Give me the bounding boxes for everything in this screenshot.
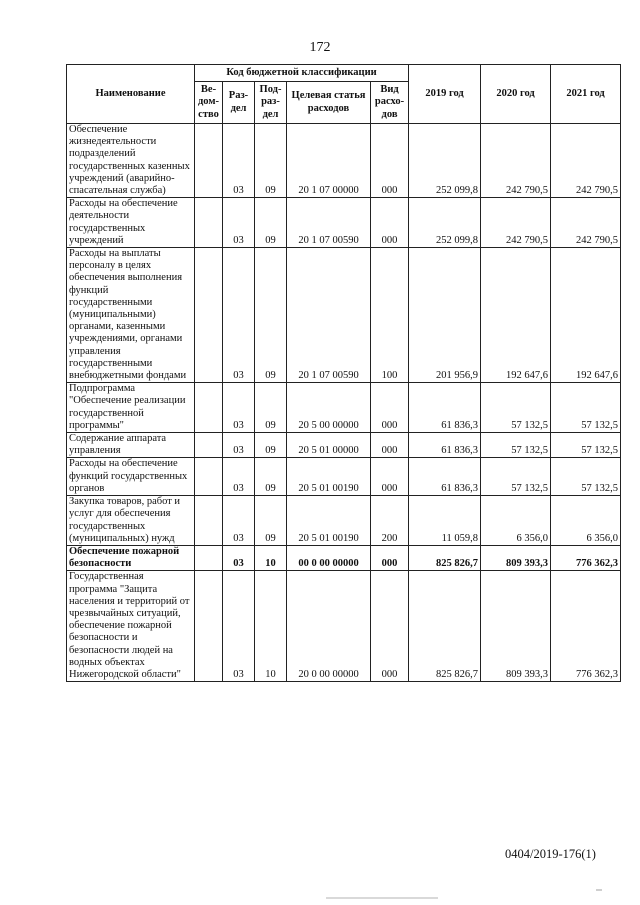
row-razdel: 03 [223, 248, 255, 383]
header-code-group: Код бюджетной классификации [195, 65, 409, 82]
row-target: 20 5 01 00190 [287, 458, 371, 496]
row-name: Расходы на обеспечение функций государственных органов [67, 458, 195, 496]
row-2019: 252 099,8 [409, 198, 481, 248]
header-2020: 2020 год [481, 65, 551, 124]
header-vid: Вид расхо-дов [371, 82, 409, 124]
row-vid: 000 [371, 198, 409, 248]
row-vid: 100 [371, 248, 409, 383]
header-razdel: Раз-дел [223, 82, 255, 124]
row-2020: 6 356,0 [481, 496, 551, 546]
row-vid: 000 [371, 433, 409, 458]
row-name: Содержание аппарата управления [67, 433, 195, 458]
row-ved [195, 571, 223, 682]
header-target: Целевая статья расходов [287, 82, 371, 124]
row-podrazdel: 10 [255, 545, 287, 570]
row-2020: 242 790,5 [481, 124, 551, 198]
row-2021: 57 132,5 [551, 433, 621, 458]
row-target: 20 5 00 00000 [287, 383, 371, 433]
row-name: Расходы на выплаты персоналу в целях обеспечения выполнения функций государственными (муниципальными) органами, казенными учреждениями, органами управления государственными внебюджетными фондами [67, 248, 195, 383]
table-row [67, 198, 621, 248]
budget-table [66, 64, 621, 682]
row-2020: 192 647,6 [481, 248, 551, 383]
scan-artifact-small [596, 889, 602, 891]
row-name: Обеспечение жизнедеятельности подразделений государственных казенных учреждений (аварийно-спасательная служба) [67, 124, 195, 198]
scan-artifact [326, 897, 438, 899]
row-target: 20 1 07 00590 [287, 198, 371, 248]
row-2019: 61 836,3 [409, 383, 481, 433]
row-2019: 825 826,7 [409, 571, 481, 682]
row-name: Обеспечение пожарной безопасности [67, 545, 195, 570]
row-2021: 776 362,3 [551, 571, 621, 682]
table-row [67, 545, 621, 570]
header-podrazdel: Под-раз-дел [255, 82, 287, 124]
row-2021: 192 647,6 [551, 248, 621, 383]
row-target: 20 1 07 00000 [287, 124, 371, 198]
row-target: 00 0 00 00000 [287, 545, 371, 570]
row-2021: 57 132,5 [551, 458, 621, 496]
row-ved [195, 496, 223, 546]
row-podrazdel: 09 [255, 496, 287, 546]
row-vid: 000 [371, 545, 409, 570]
row-2019: 11 059,8 [409, 496, 481, 546]
row-podrazdel: 09 [255, 248, 287, 383]
row-razdel: 03 [223, 545, 255, 570]
row-razdel: 03 [223, 496, 255, 546]
row-2020: 242 790,5 [481, 198, 551, 248]
row-razdel: 03 [223, 433, 255, 458]
row-2019: 201 956,9 [409, 248, 481, 383]
row-2020: 57 132,5 [481, 383, 551, 433]
row-ved [195, 248, 223, 383]
header-2021: 2021 год [551, 65, 621, 124]
row-2019: 61 836,3 [409, 458, 481, 496]
row-razdel: 03 [223, 458, 255, 496]
table-row [67, 124, 621, 198]
table-row [67, 433, 621, 458]
row-2020: 57 132,5 [481, 458, 551, 496]
row-2020: 809 393,3 [481, 571, 551, 682]
row-vid: 000 [371, 383, 409, 433]
row-2021: 242 790,5 [551, 198, 621, 248]
table-row [67, 571, 621, 682]
row-vid: 000 [371, 571, 409, 682]
table-row [67, 496, 621, 546]
row-vid: 200 [371, 496, 409, 546]
row-podrazdel: 09 [255, 458, 287, 496]
row-vid: 000 [371, 458, 409, 496]
row-2020: 57 132,5 [481, 433, 551, 458]
table-row [67, 248, 621, 383]
row-target: 20 5 01 00000 [287, 433, 371, 458]
page-number: 172 [309, 40, 331, 55]
row-target: 20 5 01 00190 [287, 496, 371, 546]
row-2019: 252 099,8 [409, 124, 481, 198]
row-name: Подпрограмма "Обеспечение реализации государственной программы" [67, 383, 195, 433]
row-2021: 776 362,3 [551, 545, 621, 570]
row-target: 20 1 07 00590 [287, 248, 371, 383]
row-ved [195, 198, 223, 248]
row-ved [195, 545, 223, 570]
row-2019: 825 826,7 [409, 545, 481, 570]
row-2020: 809 393,3 [481, 545, 551, 570]
row-ved [195, 124, 223, 198]
row-podrazdel: 09 [255, 383, 287, 433]
row-name: Государственная программа "Защита населения и территорий от чрезвычайных ситуаций, обеспечение пожарной безопасности и безопасности людей на водных объектах Нижегородской области" [67, 571, 195, 682]
table-row [67, 383, 621, 433]
row-ved [195, 383, 223, 433]
header-ved: Ве-дом-ство [195, 82, 223, 124]
row-2021: 242 790,5 [551, 124, 621, 198]
row-razdel: 03 [223, 124, 255, 198]
row-podrazdel: 09 [255, 433, 287, 458]
table-body [67, 124, 621, 682]
header-name: Наименование [67, 65, 195, 124]
table-row [67, 458, 621, 496]
row-podrazdel: 10 [255, 571, 287, 682]
document-code: 0404/2019-176(1) [505, 847, 596, 861]
row-2021: 6 356,0 [551, 496, 621, 546]
row-name: Закупка товаров, работ и услуг для обеспечения государственных (муниципальных) нужд [67, 496, 195, 546]
row-ved [195, 433, 223, 458]
header-2019: 2019 год [409, 65, 481, 124]
row-razdel: 03 [223, 383, 255, 433]
row-name: Расходы на обеспечение деятельности государственных учреждений [67, 198, 195, 248]
row-2021: 57 132,5 [551, 383, 621, 433]
row-razdel: 03 [223, 571, 255, 682]
row-ved [195, 458, 223, 496]
row-target: 20 0 00 00000 [287, 571, 371, 682]
row-razdel: 03 [223, 198, 255, 248]
row-2019: 61 836,3 [409, 433, 481, 458]
row-vid: 000 [371, 124, 409, 198]
row-podrazdel: 09 [255, 198, 287, 248]
row-podrazdel: 09 [255, 124, 287, 198]
